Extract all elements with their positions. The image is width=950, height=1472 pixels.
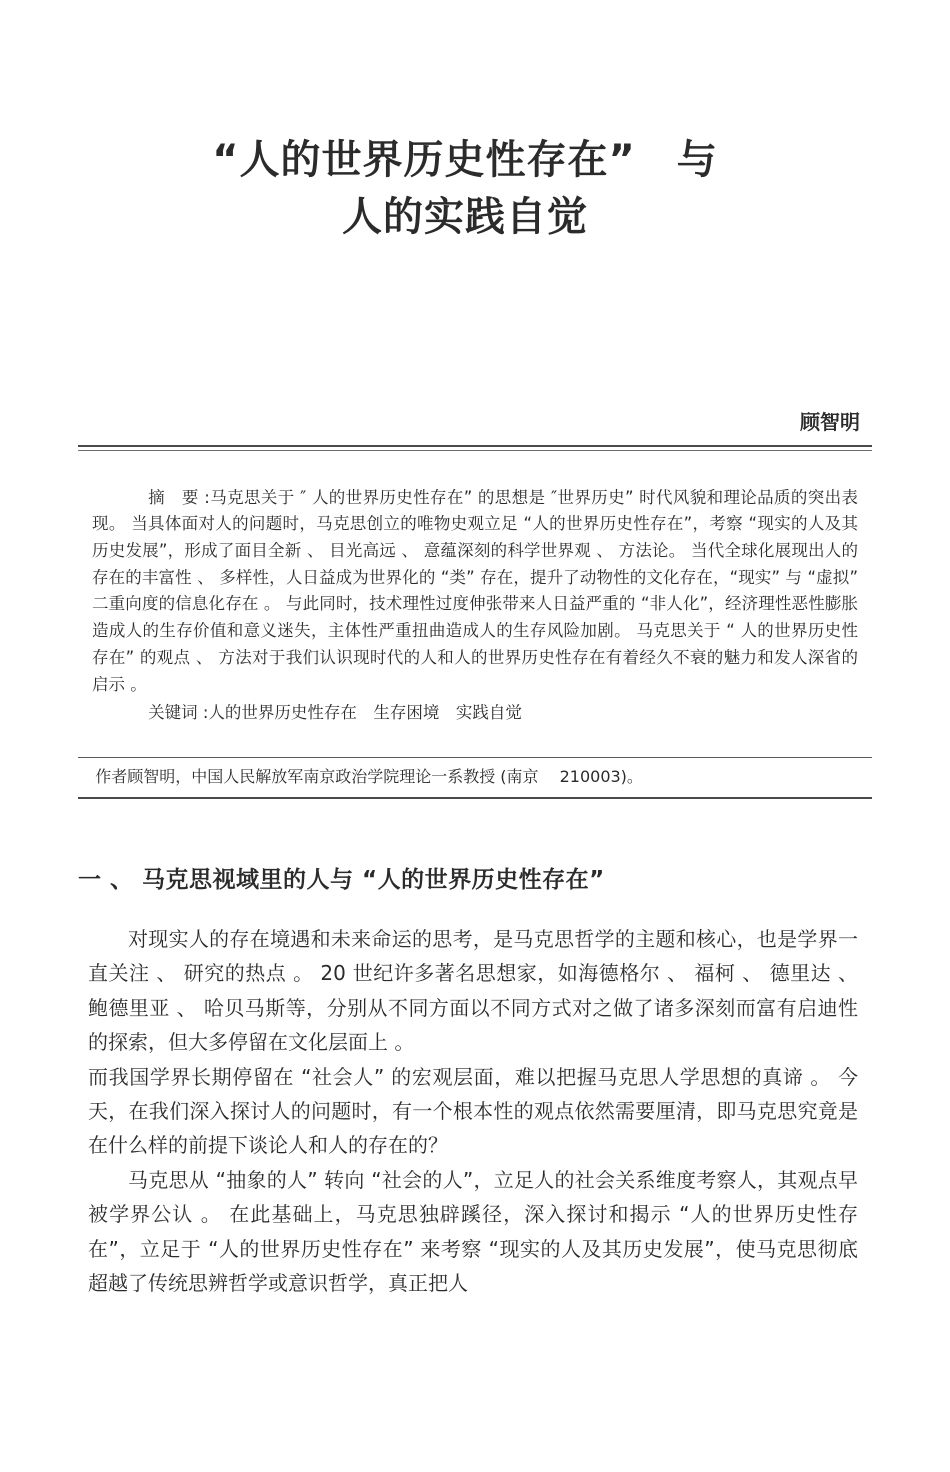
note-rule-top bbox=[78, 757, 872, 758]
abstract-text: 摘 要 :马克思关于 ″ 人的世界历史性存在” 的思想是 ″世界历史” 时代风貌和理论品质的突出表现。 当具体面对人的问题时，马克思创立的唯物史观立足 “人的世界历史性存在”，考察 “现实的人及其历史发展”，形成了面目全新 、 目光高远 、 意蕴深刻的科学世界观 、 方法论。 当代全球化展现出人的存在的丰富性 、 多样性，人日益成为世界化的 “类” 存在，提升了动物性的文化存在，“现实” 与 “虚拟” 二重向度的信息化存在 。 与此同时，技术理性过度伸张带来人日益严重的 “非人化”，经济理性恶性膨胀造成人的生存价值和意义迷失，主体性严重扭曲造成人的生存风险加剧。 马克思关于 “ 人的世界历史性存在” 的观点 、 方法对于我们认识现时代的人和人的世界历史性存在有着经久不衰的魅力和发人深省的启示 。 bbox=[92, 487, 858, 694]
author-affiliation-note: 作者顾智明，中国人民解放军南京政治学院理论一系教授 (南京 210003)。 bbox=[95, 767, 643, 787]
keywords-text: 关键词 :人的世界历史性存在 生存困境 实践自觉 bbox=[148, 703, 522, 723]
body-paragraph-3: 马克思从 “抽象的人” 转向 “社会的人”，立足人的社会关系维度考察人，其观点早被学界公认 。 在此基础上，马克思独辟蹊径，深入探讨和揭示 “人的世界历史性存在”，立足于 “人的世界历史性存在” 来考察 “现实的人及其历史发展”，使马克思彻底超越了传统思辨哲学或意识哲学，真正把人 bbox=[88, 1167, 858, 1295]
author-name: 顾智明 bbox=[800, 409, 860, 434]
author-rule-bottom bbox=[78, 450, 872, 451]
title-line-2: 人的实践自觉 bbox=[342, 193, 588, 240]
section-heading: 一 、 马克思视域里的人与 “人的世界历史性存在” bbox=[78, 867, 605, 894]
page-title bbox=[0, 132, 950, 246]
note-rule-bottom bbox=[78, 797, 872, 799]
body-paragraph-1: 对现实人的存在境遇和未来命运的思考，是马克思哲学的主题和核心，也是学界一直关注 、 研究的热点 。 20 世纪许多著名思想家，如海德格尔 、 福柯 、 德里达 、 鲍德里亚 、 哈贝马斯等，分别从不同方面以不同方式对之做了诸多深刻而富有启迪性的探索，但大多停留在文化层面上 。 bbox=[88, 927, 858, 1055]
body-paragraph-2: 而我国学界长期停留在 “社会人” 的宏观层面，难以把握马克思人学思想的真谛 。 今天，在我们深入探讨人的问题时，有一个根本性的观点依然需要厘清，即马克思究竟是在什么样的前提下谈论人和人的存在的？ bbox=[88, 1064, 858, 1158]
body-text bbox=[88, 922, 858, 1300]
title-line-1: “人的世界历史性存在” 与 bbox=[212, 137, 718, 183]
abstract-block bbox=[92, 485, 858, 699]
author-rule-top bbox=[78, 445, 872, 447]
